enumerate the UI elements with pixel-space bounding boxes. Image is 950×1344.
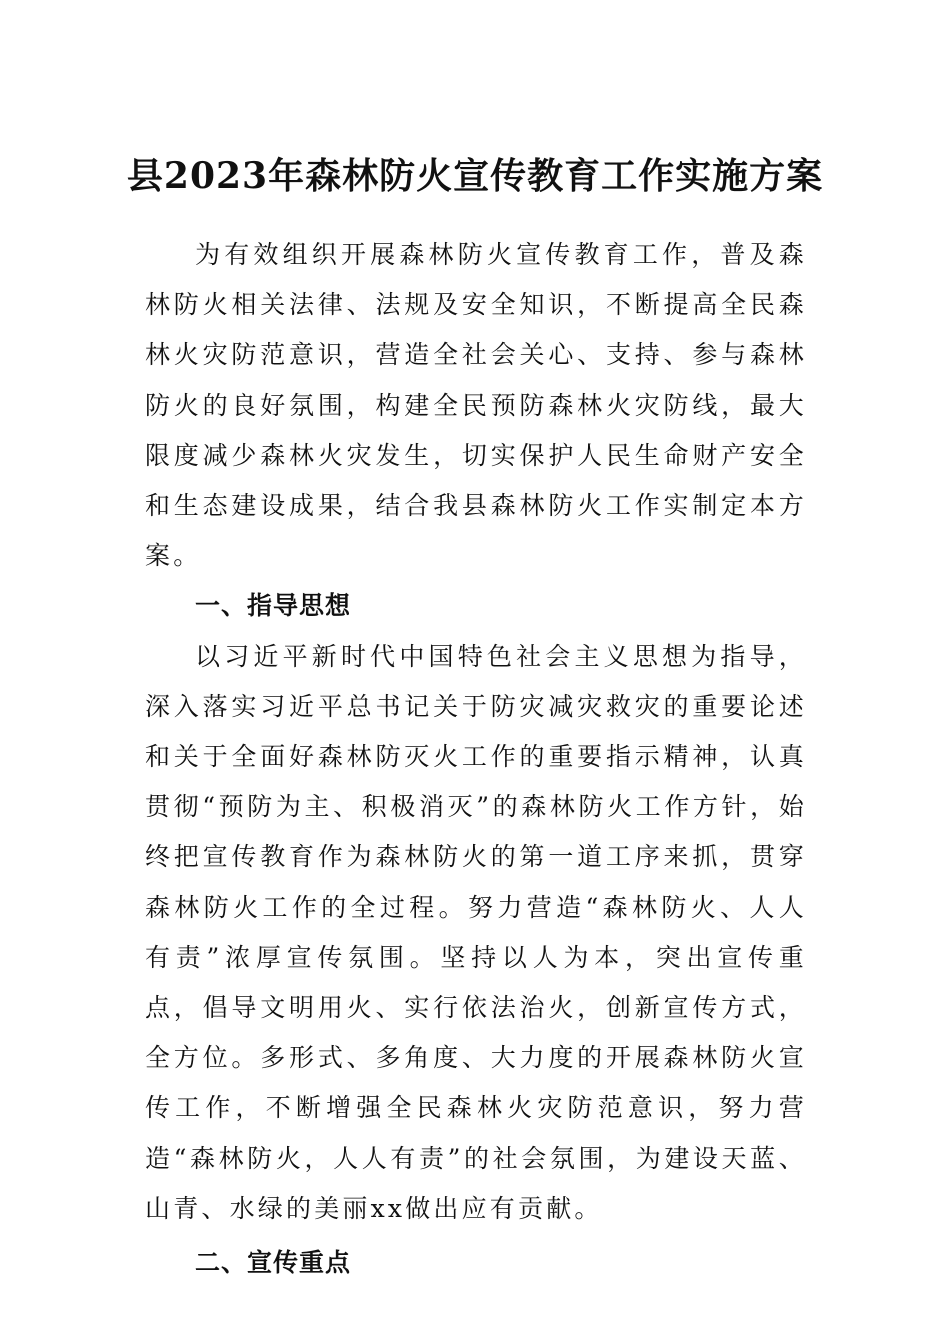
section-heading-guiding-ideology: 一、指导思想 <box>195 591 352 621</box>
section-heading-publicity-focus: 二、宣传重点 <box>195 1248 352 1278</box>
document-body <box>145 230 807 1288</box>
intro-paragraph: 为有效组织开展森林防火宣传教育工作，普及森林防火相关法律、法规及安全知识，不断提高全民森林火灾防范意识，营造全社会关心、支持、参与森林防火的良好氛围，构建全民预防森林火灾防线，最大限度减少森林火灾发生，切实保护人民生命财产安全和生态建设成果，结合我县森林防火工作实制定本方案。 <box>145 240 807 571</box>
document-title: 县2023年森林防火宣传教育工作实施方案 <box>126 155 824 197</box>
section-paragraph-guiding-ideology: 以习近平新时代中国特色社会主义思想为指导，深入落实习近平总书记关于防灾减灾救灾的重要论述和关于全面好森林防灭火工作的重要指示精神，认真贯彻“预防为主、积极消灭”的森林防火工作方针，始终把宣传教育作为森林防火的第一道工序来抓，贯穿森林防火工作的全过程。努力营造“森林防火、人人有责”浓厚宣传氛围。坚持以人为本，突出宣传重点，倡导文明用火、实行依法治火，创新宣传方式，全方位。多形式、多角度、大力度的开展森林防火宣传工作，不断增强全民森林火灾防范意识，努力营造“森林防火，人人有责”的社会氛围，为建设天蓝、山青、水绿的美丽xx做出应有贡献。 <box>145 641 807 1223</box>
